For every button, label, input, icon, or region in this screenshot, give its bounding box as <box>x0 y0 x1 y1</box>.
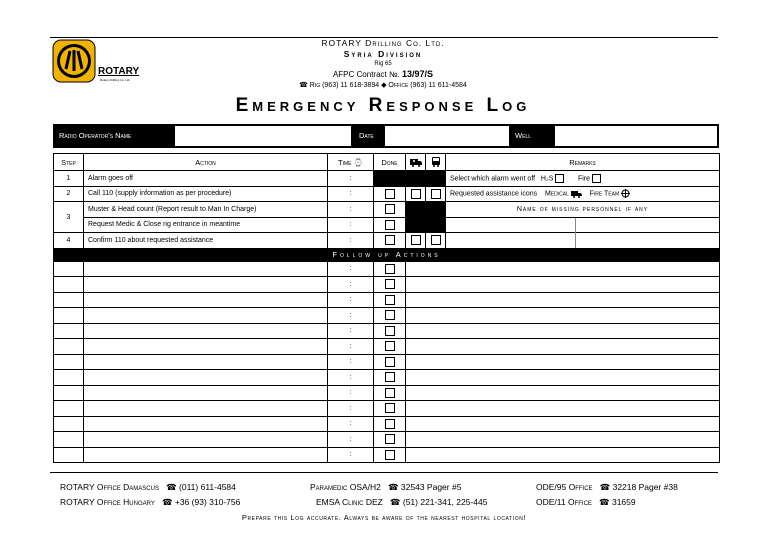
action-text[interactable] <box>84 432 328 448</box>
alarm-remarks <box>446 171 720 187</box>
action-text[interactable] <box>84 385 328 401</box>
remarks-field[interactable] <box>406 370 720 386</box>
done-cell <box>374 261 406 277</box>
date-field[interactable] <box>385 126 509 146</box>
h2s-checkbox[interactable] <box>555 174 564 183</box>
step-number[interactable] <box>54 401 84 417</box>
remarks-header: Remarks <box>446 154 720 171</box>
followup-bar <box>54 248 720 261</box>
done-cell <box>374 323 406 339</box>
step-number[interactable] <box>54 447 84 463</box>
fire-truck-checkbox[interactable] <box>431 235 441 245</box>
emsa-contact <box>316 497 487 508</box>
time-field[interactable]: : <box>328 277 374 293</box>
paramedic-phone: ☎ 32543 Pager #5 <box>387 482 462 492</box>
blocked-cell <box>406 202 446 233</box>
ambulance-checkbox[interactable] <box>411 235 421 245</box>
step-number[interactable] <box>54 277 84 293</box>
followup-row <box>54 432 720 448</box>
hungary-office <box>60 497 240 508</box>
step-number[interactable] <box>54 354 84 370</box>
table-row <box>54 217 720 233</box>
time-field[interactable]: : <box>328 385 374 401</box>
done-checkbox[interactable] <box>385 189 395 199</box>
remarks-field[interactable] <box>406 401 720 417</box>
followup-row <box>54 447 720 463</box>
action-text[interactable] <box>84 339 328 355</box>
missing-personnel-field[interactable] <box>446 217 576 233</box>
rotary-logo <box>52 39 96 83</box>
action-text[interactable] <box>84 292 328 308</box>
remarks-field[interactable] <box>406 277 720 293</box>
ambulance-icon <box>406 154 426 171</box>
action-text[interactable] <box>84 447 328 463</box>
operator-name-field[interactable] <box>175 126 351 146</box>
fire-truck-checkbox[interactable] <box>431 189 441 199</box>
time-field[interactable]: : <box>328 339 374 355</box>
step-number[interactable] <box>54 339 84 355</box>
action-text: Confirm 110 about requested assistance <box>84 233 328 249</box>
ode95-label: ODE/95 Office <box>536 482 593 492</box>
action-text: Muster & Head count (Report result to Man In Charge) <box>84 202 328 218</box>
action-text[interactable] <box>84 416 328 432</box>
ambulance-cell <box>406 186 426 202</box>
time-field[interactable]: : <box>328 401 374 417</box>
time-field[interactable]: : <box>328 323 374 339</box>
missing-personnel-label: Name of missing personnel if any <box>446 202 720 218</box>
fire-team-label: Fire Team <box>589 190 620 198</box>
done-checkbox[interactable] <box>385 372 395 382</box>
remarks-field[interactable] <box>406 432 720 448</box>
fire-truck-icon <box>426 154 446 171</box>
hungary-phone: ☎ +36 (93) 310-756 <box>161 497 241 507</box>
step-number[interactable] <box>54 308 84 324</box>
medical-icon <box>571 190 582 198</box>
time-field[interactable]: : <box>328 171 374 187</box>
medical-label: Medical <box>544 190 569 198</box>
followup-row <box>54 370 720 386</box>
remarks-field[interactable] <box>406 292 720 308</box>
h2s-label: H₂S <box>540 175 554 183</box>
done-cell <box>374 217 406 233</box>
step-header: Step <box>54 154 84 171</box>
done-cell <box>374 416 406 432</box>
step-number[interactable] <box>54 261 84 277</box>
step-number: 4 <box>54 233 84 249</box>
done-cell <box>374 401 406 417</box>
done-checkbox[interactable] <box>385 326 395 336</box>
assist-remarks <box>446 186 720 202</box>
table-row <box>54 202 720 218</box>
action-header: Action <box>84 154 328 171</box>
footer-rule <box>50 472 718 473</box>
step-number: 2 <box>54 186 84 202</box>
missing-personnel-field[interactable] <box>576 233 720 249</box>
alarm-prompt: Select which alarm went off <box>450 175 536 183</box>
done-checkbox[interactable] <box>385 235 395 245</box>
ode95-contact <box>536 482 678 493</box>
remarks-field[interactable] <box>406 308 720 324</box>
action-text: Call 110 (supply information as per procedure) <box>84 186 328 202</box>
followup-row <box>54 308 720 324</box>
done-checkbox[interactable] <box>385 310 395 320</box>
fire-label: Fire <box>577 175 591 183</box>
done-checkbox[interactable] <box>385 220 395 230</box>
done-checkbox[interactable] <box>385 295 395 305</box>
followup-row <box>54 401 720 417</box>
done-checkbox[interactable] <box>385 419 395 429</box>
action-text: Alarm goes off <box>84 171 328 187</box>
step-number[interactable] <box>54 416 84 432</box>
done-cell <box>374 308 406 324</box>
action-text[interactable] <box>84 401 328 417</box>
followup-row <box>54 277 720 293</box>
done-cell <box>374 339 406 355</box>
action-text[interactable] <box>84 354 328 370</box>
done-checkbox[interactable] <box>385 388 395 398</box>
followup-row <box>54 354 720 370</box>
followup-row <box>54 385 720 401</box>
step-number[interactable] <box>54 370 84 386</box>
done-checkbox[interactable] <box>385 450 395 460</box>
time-field[interactable]: : <box>328 217 374 233</box>
time-field[interactable]: : <box>328 432 374 448</box>
time-field[interactable]: : <box>328 447 374 463</box>
done-cell <box>374 277 406 293</box>
division-name: Syria Division <box>343 49 423 59</box>
contract-line <box>150 70 616 79</box>
done-checkbox[interactable] <box>385 403 395 413</box>
company-name: ROTARY Drilling Co. Ltd. <box>321 38 445 48</box>
done-cell <box>374 186 406 202</box>
time-field[interactable]: : <box>328 233 374 249</box>
well-field[interactable] <box>555 126 717 146</box>
action-text[interactable] <box>84 308 328 324</box>
missing-personnel-field[interactable] <box>576 217 720 233</box>
action-text[interactable] <box>84 323 328 339</box>
ambulance-checkbox[interactable] <box>411 189 421 199</box>
remarks-field[interactable] <box>406 416 720 432</box>
followup-row <box>54 292 720 308</box>
info-bar <box>53 124 719 148</box>
remarks-field[interactable] <box>406 447 720 463</box>
action-text[interactable] <box>84 370 328 386</box>
action-text[interactable] <box>84 277 328 293</box>
fire-team-icon <box>621 189 630 198</box>
step-number[interactable] <box>54 385 84 401</box>
done-checkbox[interactable] <box>385 434 395 444</box>
done-cell <box>374 370 406 386</box>
table-header-row <box>54 154 720 171</box>
fire-checkbox[interactable] <box>592 174 601 183</box>
ode95-phone: ☎ 32218 Pager #38 <box>599 482 678 492</box>
paramedic-contact <box>310 482 461 493</box>
done-checkbox[interactable] <box>385 341 395 351</box>
paramedic-label: Paramedic OSA/H2 <box>310 482 381 492</box>
ode11-phone: ☎ 31659 <box>599 497 636 507</box>
brand-subtitle: Rotary Drilling Co. Ltd. <box>100 78 131 82</box>
table-row <box>54 233 720 249</box>
followup-rows <box>54 261 720 463</box>
time-field[interactable]: : <box>328 202 374 218</box>
time-field[interactable]: : <box>328 186 374 202</box>
time-field[interactable]: : <box>328 370 374 386</box>
step-number: 1 <box>54 171 84 187</box>
ode11-contact <box>536 497 636 508</box>
done-checkbox[interactable] <box>385 279 395 289</box>
fire-truck-cell <box>426 186 446 202</box>
done-checkbox[interactable] <box>385 264 395 274</box>
header-phones: ☎ Rig (963) 11 618-3894 ◆ Office (963) 11 611-4584 <box>299 82 467 89</box>
damascus-phone: ☎ (011) 611-4584 <box>166 482 236 492</box>
table-row <box>54 186 720 202</box>
done-cell <box>374 292 406 308</box>
time-header: Time ⌚ <box>328 154 374 171</box>
followup-row <box>54 261 720 277</box>
brand-name: ROTARY <box>98 66 140 77</box>
table-row <box>54 171 720 187</box>
action-text: Request Medic & Close rig entrance in meantime <box>84 217 328 233</box>
remarks-field[interactable] <box>406 385 720 401</box>
step-number[interactable] <box>54 292 84 308</box>
operator-label: Radio Operator's Name <box>59 131 132 140</box>
contract-number: 13/97/S <box>402 69 434 79</box>
followup-row <box>54 416 720 432</box>
step-number: 3 <box>54 202 84 233</box>
footer-note: Prepare this Log accurate. Always be aware of the nearest hospital location! <box>241 513 527 522</box>
step-number[interactable] <box>54 323 84 339</box>
done-checkbox[interactable] <box>385 204 395 214</box>
missing-personnel-field[interactable] <box>446 233 576 249</box>
time-field[interactable]: : <box>328 354 374 370</box>
done-cell <box>374 233 406 249</box>
time-field[interactable]: : <box>328 416 374 432</box>
remarks-field[interactable] <box>406 323 720 339</box>
followup-row <box>54 323 720 339</box>
remarks-field[interactable] <box>406 339 720 355</box>
followup-row <box>54 339 720 355</box>
done-cell <box>374 447 406 463</box>
page-title: Emergency Response Log <box>235 95 531 116</box>
ode11-label: ODE/11 Office <box>536 497 592 507</box>
response-log-table <box>53 153 720 463</box>
date-label: Date <box>359 131 374 140</box>
damascus-label: ROTARY Office Damascus <box>60 482 159 492</box>
remarks-field[interactable] <box>406 261 720 277</box>
contract-prefix: AFPC Contract №. <box>332 70 400 79</box>
followup-label: Follow up Actions <box>54 248 720 261</box>
blocked-cell <box>374 171 446 187</box>
emsa-phone: ☎ (51) 221-341, 225-445 <box>389 497 488 507</box>
done-cell <box>374 202 406 218</box>
done-cell <box>374 385 406 401</box>
ambulance-cell <box>406 233 426 249</box>
done-cell <box>374 354 406 370</box>
well-label: Well <box>515 131 531 140</box>
action-text[interactable] <box>84 261 328 277</box>
fire-truck-cell <box>426 233 446 249</box>
done-checkbox[interactable] <box>385 357 395 367</box>
done-cell <box>374 432 406 448</box>
emsa-label: EMSA Clinic DEZ <box>316 497 383 507</box>
time-field[interactable]: : <box>328 261 374 277</box>
rig-number: Rig 65 <box>374 61 392 67</box>
time-field[interactable]: : <box>328 308 374 324</box>
time-field[interactable]: : <box>328 292 374 308</box>
done-header: Done <box>374 154 406 171</box>
step-number[interactable] <box>54 432 84 448</box>
remarks-field[interactable] <box>406 354 720 370</box>
damascus-office <box>60 482 236 493</box>
assist-prompt: Requested assistance icons <box>450 190 538 198</box>
hungary-label: ROTARY Office Hungary <box>60 497 155 507</box>
